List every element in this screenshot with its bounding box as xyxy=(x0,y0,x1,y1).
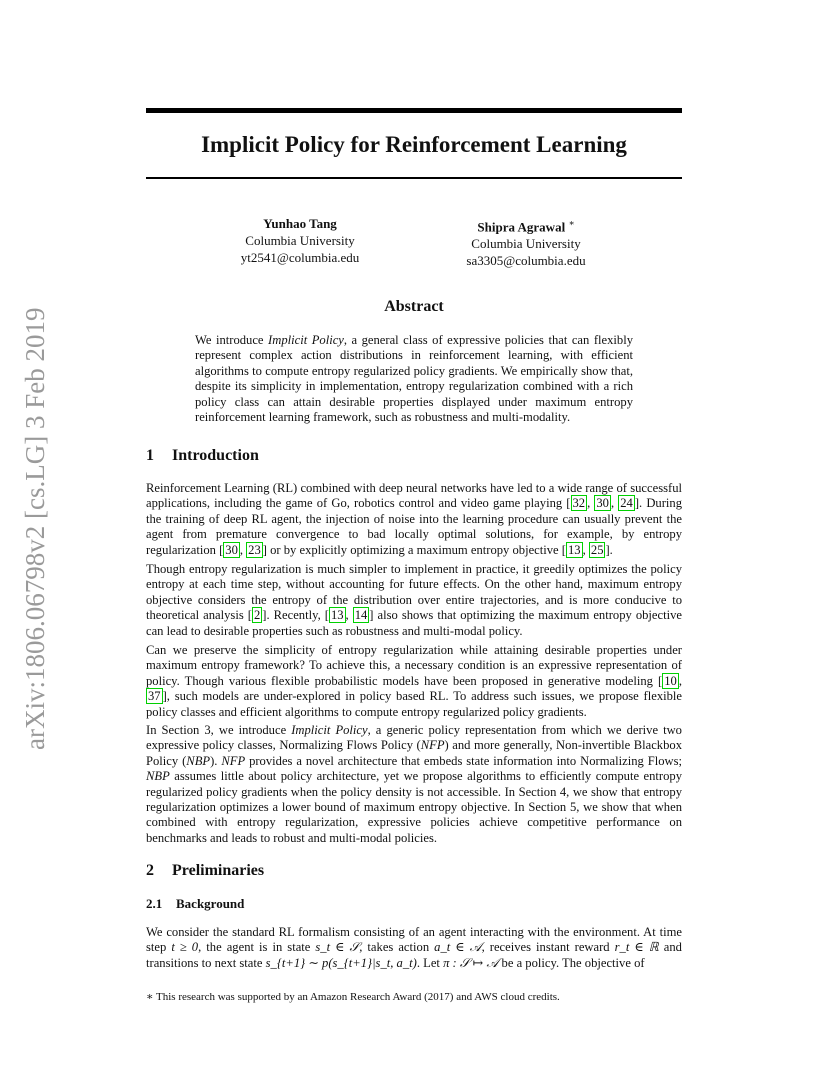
intro-paragraph-2: Though entropy regularization is much simpler to implement in practice, it greedily optimizes the policy entropy at each time step, without accounting for future effects. On the other hand, maximum entropy objective considers the entropy of the distribution over entire trajectories, and is more conducive to theoretical analysis [ 2 ]. Recently, [ 13 , 14 ] also shows that optimizing the maximum entropy objective can lead to desirable properties such as robustness and multi-modal policy. xyxy=(146,562,682,638)
author-name: Yunhao Tang xyxy=(263,216,337,231)
citation-link[interactable]: 13 xyxy=(568,542,581,557)
author-block-1 xyxy=(200,215,400,266)
intro-paragraph-3: Can we preserve the simplicity of entropy regularization while attaining desirable properties under maximum entropy framework? To achieve this, a necessary condition is an expressive representation of policy. Though various flexible probabilistic models have been proposed in generative modeling [ 10 , 37 ], such models are under-explored in policy based RL. To address such issues, we propose flexible policy classes and efficient algorithms to compute entropy regularized policy gradients. xyxy=(146,643,682,719)
citation-link[interactable]: 24 xyxy=(620,496,633,511)
citation-link[interactable]: 10 xyxy=(664,673,677,688)
citation-link[interactable]: 13 xyxy=(330,608,344,623)
abstract-text: We introduce Implicit Policy, a general class of expressive policies that can flexibly represent complex action distributions in reinforcement learning, with efficient algorithms to compute entropy regularized policy gradients. We empirically show that, despite its simplicity in implementation, entropy regularization combined with a rich policy class can attain desirable properties displayed under maximum entropy reinforcement learning framework, such as robustness and multi-modality. xyxy=(195,333,633,425)
citation-link[interactable]: 14 xyxy=(354,608,368,623)
author-affiliation: Columbia University xyxy=(245,233,355,248)
background-paragraph: We consider the standard RL formalism consisting of an agent interacting with the environment. At time step t ≥ 0, the agent is in state s_t ∈ 𝒮, takes action a_t ∈ 𝒜, receives instant reward r_t ∈ ℝ and transitions to next state s_{t+1} ∼ p(s_{t+1}|s_t, a_t). Let π : 𝒮 ↦ 𝒜 be a policy. The objective of xyxy=(146,925,682,970)
author-email: yt2541@columbia.edu xyxy=(240,250,360,265)
citation-link[interactable]: 30 xyxy=(225,542,238,557)
title-top-rule xyxy=(146,108,682,113)
footnote: ∗ This research was supported by an Amazon Research Award (2017) and AWS cloud credits. xyxy=(146,991,560,1003)
author-affiliation: Columbia University xyxy=(471,236,581,252)
author-name: Shipra Agrawal xyxy=(477,219,566,235)
arxiv-identifier: arXiv:1806.06798v2 [cs.LG] 3 Feb 2019 xyxy=(20,307,50,750)
abstract-heading: Abstract xyxy=(384,298,444,315)
intro-paragraph-1: Reinforcement Learning (RL) combined with deep neural networks have led to a wide range of successful applications, including the game of Go, robotics control and video game playing [ 32 , 30 , 24 ]. During the training of deep RL agent, the injection of noise into the learning procedure can usually prevent the agent from premature convergence to bad locally optimal solutions, for example, by entropy regularization [ 30 , 23 ] or by explicitly optimizing a maximum entropy objective [ 13 , 25 ]. xyxy=(146,481,682,557)
citation-link[interactable]: 30 xyxy=(596,496,609,511)
citation-link[interactable]: 25 xyxy=(590,542,604,557)
section-heading-introduction: 1 Introduction xyxy=(146,447,259,464)
citation-link[interactable]: 23 xyxy=(248,542,261,557)
citation-link[interactable]: 2 xyxy=(253,608,261,623)
subsection-heading-background: 2.1 Background xyxy=(146,896,245,911)
author-block-2 xyxy=(426,215,626,269)
author-email: sa3305@columbia.edu xyxy=(466,253,586,269)
citation-link[interactable]: 37 xyxy=(148,689,161,704)
citation-link[interactable]: 32 xyxy=(572,496,586,511)
paper-title: Implicit Policy for Reinforcement Learning xyxy=(201,132,627,157)
section-heading-preliminaries: 2 Preliminaries xyxy=(146,862,265,879)
title-bottom-rule xyxy=(146,177,682,179)
footnote-mark: ∗ xyxy=(568,218,575,228)
intro-paragraph-4: In Section 3, we introduce Implicit Policy, a generic policy representation from which we derive two expressive policy classes, Normalizing Flows Policy (NFP) and more generally, Non-invertible Blackbox Policy (NBP). NFP provides a novel architecture that embeds state information into Normalizing Flows; NBP assumes little about policy architecture, yet we propose algorithms to efficiently compute entropy regularized policy gradients when the policy density is not accessible. In Section 4, we show that entropy regularization optimizes a lower bound of maximum entropy objective. In Section 5, we show that when combined with entropy regularization, expressive policies achieve competitive performance on benchmarks and leads to robust and multi-modal policies. xyxy=(146,723,682,845)
